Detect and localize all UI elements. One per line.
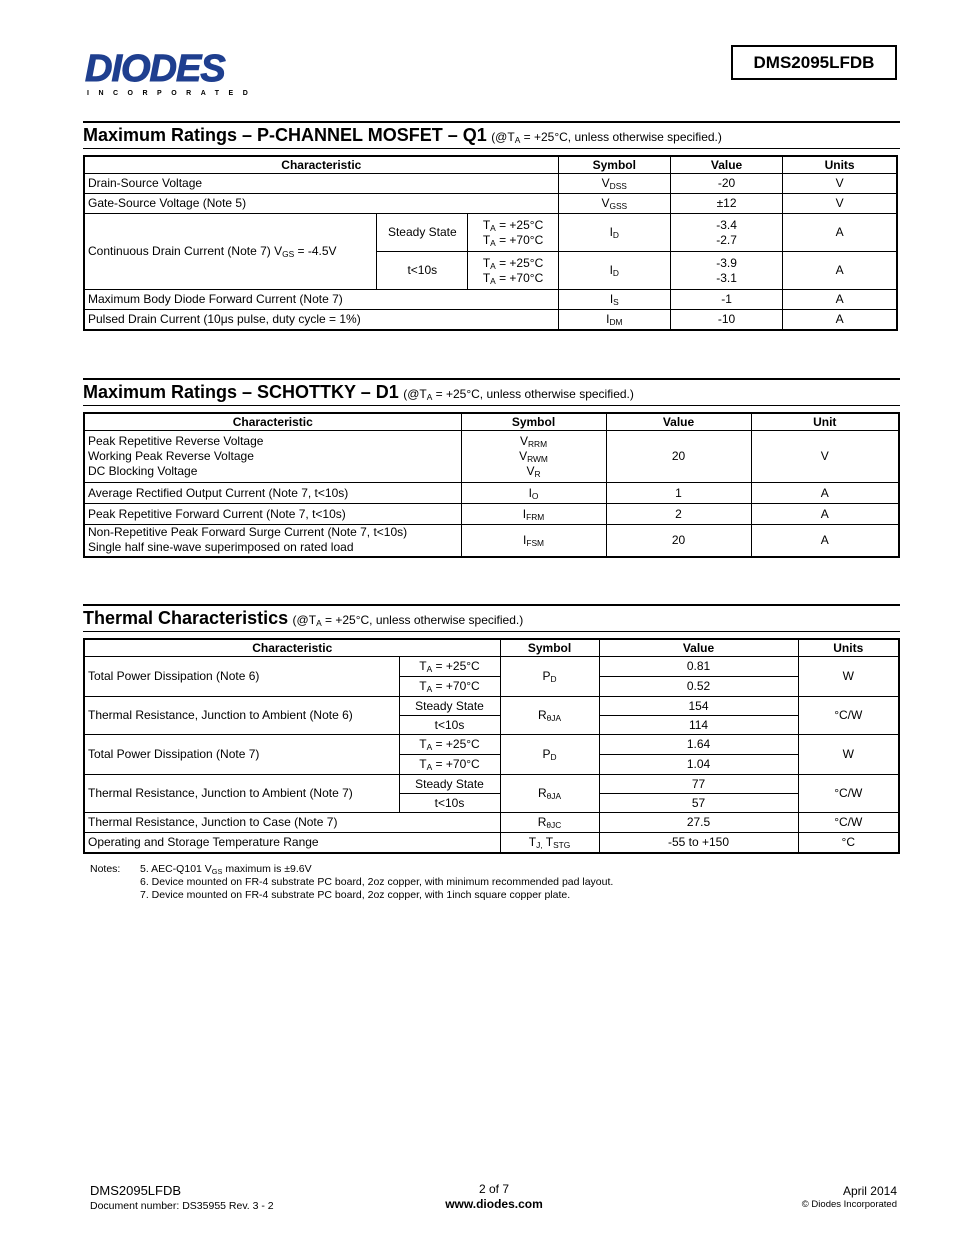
table-header-row <box>84 639 899 657</box>
table-row: Maximum Body Diode Forward Current (Note 7) $I_S$ -1 A <box>84 290 897 310</box>
section-condition: ($@T_A = +25^\circ C$, unless otherwise specified.) <box>491 130 722 146</box>
table-header-row <box>84 413 899 431</box>
table-row: Thermal Resistance, Junction to Case (Note 7) $R_{\theta JC}$ 27.5 °C/W <box>84 813 899 833</box>
table-row: Thermal Resistance, Junction to Ambient (Note 6) Steady State $R_{\theta JA}$ 154 °C/W <box>84 697 899 716</box>
table-row: $T_A = +70^\circ C$ 0.52 <box>84 677 899 697</box>
table-row: Operating and Storage Temperature Range $T_{J,}$ $T_{STG}$ -55 to +150 °C <box>84 833 899 853</box>
table-row: t<10s $T_A = +25^\circ C$ $T_A = +70^\circ C$ $I_D$ -3.9 -3.1 A <box>84 252 897 290</box>
table-row: Average Rectified Output Current (Note 7, t<10s) $I_O$ 1 A <box>84 483 899 504</box>
symbol-cell: $I_D$ <box>558 214 670 252</box>
symbol-cell: $T_{J,}$ $T_{STG}$ <box>500 833 599 853</box>
symbol-cell: $P_D$ <box>500 657 599 697</box>
section-title-mosfet <box>83 121 900 149</box>
header-value: Value <box>599 639 798 657</box>
symbol-cell: $R_{\theta JC}$ <box>500 813 599 833</box>
header-characteristic: Characteristic <box>84 156 558 174</box>
section-heading: Thermal Characteristics <box>83 608 289 628</box>
table-row: Thermal Resistance, Junction to Ambient (Note 7) Steady State $R_{\theta JA}$ 77 °C/W <box>84 775 899 794</box>
table-row: t<10s 57 <box>84 794 899 813</box>
symbol-cell: $P_D$ <box>500 735 599 775</box>
symbol-cell: $V_{DSS}$ <box>558 174 670 194</box>
symbol-cell: $I_{FSM}$ <box>461 525 606 557</box>
table-row: Peak Repetitive Reverse Voltage Working Peak Reverse Voltage DC Blocking Voltage $V_{RRM}$ $V_{RWM}$ $V_R$ 20 V <box>84 431 899 483</box>
symbol-cell: $I_{FRM}$ <box>461 504 606 525</box>
section-heading: Maximum Ratings – SCHOTTKY – D1 <box>83 382 399 402</box>
header-units: Units <box>798 639 899 657</box>
symbol-cell: $V_{RRM}$ $V_{RWM}$ $V_R$ <box>461 431 606 483</box>
mosfet-ratings-table <box>83 155 898 331</box>
table-row: Pulsed Drain Current (10μs pulse, duty cycle = 1%) $I_{DM}$ -10 A <box>84 310 897 330</box>
symbol-cell: $I_S$ <box>558 290 670 310</box>
table-row: Peak Repetitive Forward Current (Note 7, t<10s) $I_{FRM}$ 2 A <box>84 504 899 525</box>
diodes-logo <box>85 50 260 100</box>
table-row: $T_A = +70^\circ C$ 1.04 <box>84 755 899 775</box>
logo-subtext: INCORPORATED <box>87 90 258 97</box>
table-row: Non-Repetitive Peak Forward Surge Current (Note 7, t<10s) Single half sine-wave superimposed on rated load $I_{FSM}$ 20 A <box>84 525 899 557</box>
symbol-cell: $V_{GSS}$ <box>558 194 670 214</box>
note-5: Notes: 5. AEC-Q101 $V_{GS}$ maximum is ±9.6V <box>90 863 312 876</box>
section-condition: ($@T_A = +25^\circ C$, unless otherwise specified.) <box>403 387 634 403</box>
notes-block <box>90 863 613 902</box>
header-unit: Unit <box>751 413 899 431</box>
table-row: Continuous Drain Current (Note 7) $V_{GS} = -4.5V$ Steady State $T_A = +25^\circ C$ $T_A = +70^\circ C$ $I_D$ -3.4 -2.7 A <box>84 214 897 252</box>
symbol-cell: $R_{\theta JA}$ <box>500 697 599 735</box>
section-title-schottky <box>83 378 900 406</box>
symbol-cell: $I_{DM}$ <box>558 310 670 330</box>
symbol-cell: $I_D$ <box>558 252 670 290</box>
continuous-drain-current-label: Continuous Drain Current (Note 7) $V_{GS} = -4.5V$ <box>84 214 377 290</box>
part-number-box: DMS2095LFDB <box>731 45 897 80</box>
footer-copyright: © Diodes Incorporated <box>801 1199 897 1210</box>
header-symbol: Symbol <box>500 639 599 657</box>
header-symbol: Symbol <box>558 156 670 174</box>
thermal-characteristics-table <box>83 638 900 854</box>
footer-document-number: Document number: DS35955 Rev. 3 - 2 <box>90 1200 274 1212</box>
table-row: Total Power Dissipation (Note 7) $T_A = +25^\circ C$ $P_D$ 1.64 W <box>84 735 899 755</box>
section-title-thermal <box>83 604 900 632</box>
header-value: Value <box>606 413 751 431</box>
table-row: Total Power Dissipation (Note 6) $T_A = +25^\circ C$ $P_D$ 0.81 W <box>84 657 899 677</box>
table-row: Gate-Source Voltage (Note 5) $V_{GSS}$ ±12 V <box>84 194 897 214</box>
footer-date: April 2014 <box>842 1184 897 1198</box>
note-6: 6. Device mounted on FR-4 substrate PC board, 2oz copper, with minimum recommended pad layout. <box>140 876 614 888</box>
symbol-cell: $R_{\theta JA}$ <box>500 775 599 813</box>
table-row: t<10s 114 <box>84 716 899 735</box>
symbol-cell: $I_O$ <box>461 483 606 504</box>
logo-wordmark: DIODES <box>85 48 225 90</box>
header-value: Value <box>670 156 782 174</box>
header-units: Units <box>783 156 897 174</box>
table-header-row <box>84 156 897 174</box>
footer-website-link[interactable]: www.diodes.com <box>445 1197 543 1211</box>
header-characteristic: Characteristic <box>84 639 500 657</box>
header-characteristic: Characteristic <box>84 413 461 431</box>
footer-page-number: 2 of 7 <box>478 1182 510 1196</box>
schottky-ratings-table <box>83 412 900 558</box>
note-7: 7. Device mounted on FR-4 substrate PC board, 2oz copper, with 1inch square copper plate. <box>140 889 571 901</box>
header-symbol: Symbol <box>461 413 606 431</box>
footer-part-number: DMS2095LFDB <box>90 1183 182 1198</box>
section-condition: ($@T_A = +25^\circ C$, unless otherwise specified.) <box>292 613 524 629</box>
section-heading: Maximum Ratings – P-CHANNEL MOSFET – Q1 <box>83 125 487 145</box>
table-row: Drain-Source Voltage $V_{DSS}$ -20 V <box>84 174 897 194</box>
